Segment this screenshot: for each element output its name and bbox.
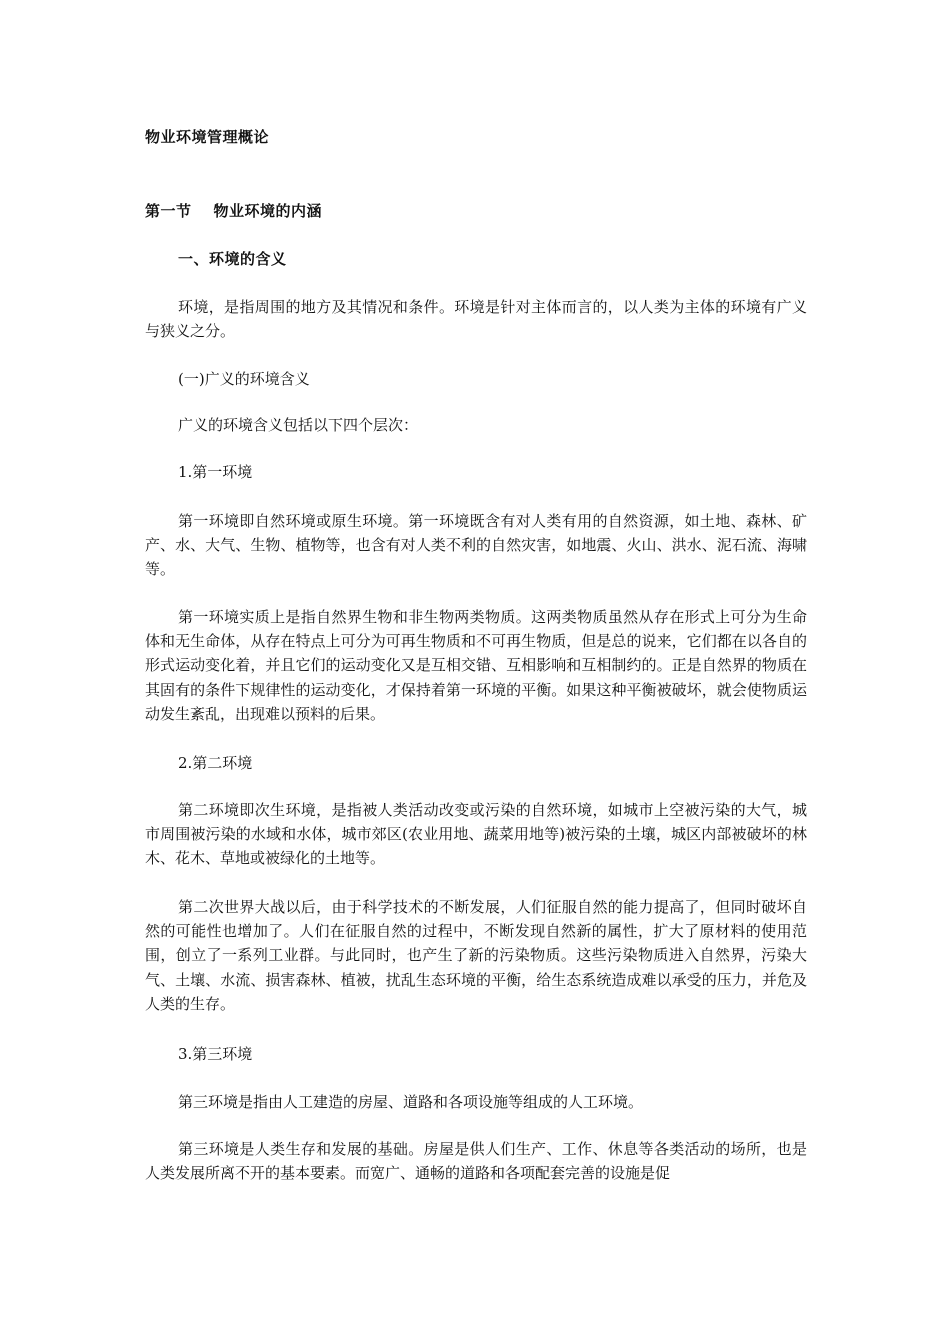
paragraph-third-env-a: 第三环境是指由人工建造的房屋、道路和各项设施等组成的人工环境。 bbox=[178, 1093, 644, 1111]
paragraph-intro: 环境，是指周围的地方及其情况和条件。环境是针对主体而言的，以人类为主体的环境有广义与狭义之分。 bbox=[145, 298, 807, 341]
paragraph-first-env-b: 第一环境实质上是指自然界生物和非生物两类物质。这两类物质虽然从存在形式上可分为生命体和无生命体，从存在特点上可分为可再生物质和不可再生物质，但是总的说来，它们都在以各自的形式运动变化着，并且它们的运动变化又是互相交错、互相影响和互相制约的。正是自然界的物质在其固有的条件下规律性的运动变化，才保持着第一环境的平衡。如果这种平衡被破坏，就会使物质运动发生紊乱，出现难以预料的后果。 bbox=[145, 608, 807, 723]
section-title: 物业环境的内涵 bbox=[213, 202, 323, 220]
second-environment-heading: 2.第二环境 bbox=[178, 754, 253, 772]
section-heading bbox=[145, 200, 322, 221]
subsection-heading: 一、环境的含义 bbox=[178, 250, 287, 268]
document-title: 物业环境管理概论 bbox=[145, 128, 270, 146]
broad-meaning-intro: 广义的环境含义包括以下四个层次： bbox=[178, 416, 419, 434]
section-number: 第一节 bbox=[145, 202, 192, 220]
first-environment-heading: 1.第一环境 bbox=[178, 463, 253, 481]
broad-meaning-heading: (一)广义的环境含义 bbox=[178, 370, 310, 388]
paragraph-third-env-b: 第三环境是人类生存和发展的基础。房屋是供人们生产、工作、休息等各类活动的场所，也是人类发展所离不开的基本要素。而宽广、通畅的道路和各项配套完善的设施是促 bbox=[145, 1140, 807, 1183]
paragraph-second-env-b: 第二次世界大战以后，由于科学技术的不断发展，人们征服自然的能力提高了，但同时破坏自然的可能性也增加了。人们在征服自然的过程中，不断发现自然新的属性，扩大了原材料的使用范围，创立了一系列工业群。与此同时，也产生了新的污染物质。这些污染物质进入自然界，污染大气、土壤、水流、损害森林、植被，扰乱生态环境的平衡，给生态系统造成难以承受的压力，并危及人类的生存。 bbox=[145, 898, 807, 1013]
paragraph-second-env-a: 第二环境即次生环境，是指被人类活动改变或污染的自然环境，如城市上空被污染的大气，城市周围被污染的水域和水体，城市郊区(农业用地、蔬菜用地等)被污染的土壤，城区内部被破坏的林木、花木、草地或被绿化的土地等。 bbox=[145, 801, 807, 868]
paragraph-first-env-a: 第一环境即自然环境或原生环境。第一环境既含有对人类有用的自然资源，如土地、森林、矿产、水、大气、生物、植物等，也含有对人类不利的自然灾害，如地震、火山、洪水、泥石流、海啸等。 bbox=[145, 512, 807, 579]
third-environment-heading: 3.第三环境 bbox=[178, 1045, 253, 1063]
